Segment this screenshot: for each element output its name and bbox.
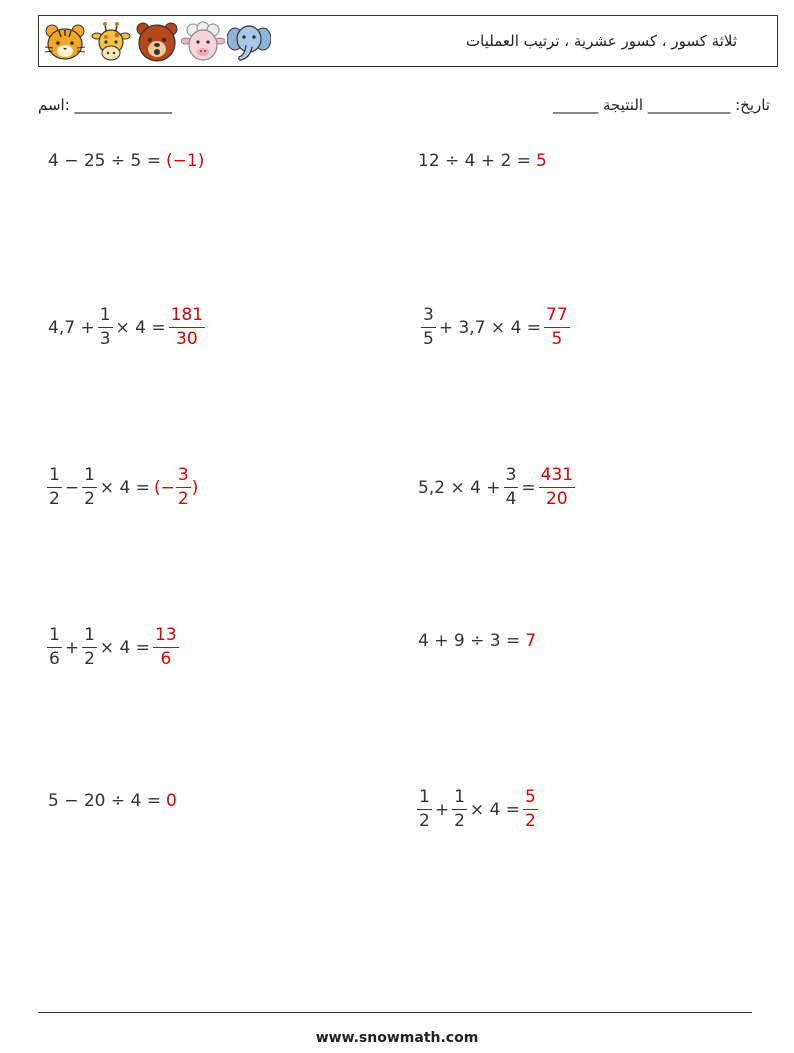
- fraction-denominator: 2: [84, 489, 95, 509]
- answer-denominator: 6: [160, 649, 172, 669]
- footer-divider: [38, 1012, 752, 1013]
- fraction-numerator: 3: [504, 467, 519, 488]
- problem-4: [418, 307, 573, 348]
- problem-8-expression: 4 + 9 ÷ 3 =: [418, 631, 521, 651]
- problem-1-expression: 4 − 25 ÷ 5 =: [48, 151, 162, 171]
- fraction-denominator: 4: [505, 489, 517, 509]
- problem-7-tail: × 4 =: [99, 637, 151, 658]
- fraction-denominator: 2: [419, 811, 430, 831]
- answer-denominator: 2: [177, 489, 189, 509]
- fraction-denominator: 6: [49, 649, 60, 669]
- elephant-icon: [227, 21, 271, 63]
- fraction-numerator: 1: [82, 627, 97, 648]
- problem-3-lead: 4,7 +: [48, 317, 95, 338]
- tiger-icon: [43, 21, 87, 63]
- answer-fraction: [153, 627, 179, 668]
- problem-4-tail: + 3,7 × 4 =: [438, 317, 542, 338]
- fraction-denominator: 2: [454, 811, 465, 831]
- date-result-field-label: تاريخ: ___________ النتيجة ______: [553, 96, 770, 114]
- problem-9-expression: 5 − 20 ÷ 4 =: [48, 791, 162, 811]
- problem-4-answer: [541, 307, 573, 348]
- fraction-denominator: 2: [49, 489, 60, 509]
- problem-7-fraction-2: [82, 627, 97, 668]
- problem-9-answer: 0: [166, 791, 177, 811]
- fraction-numerator: 1: [47, 627, 62, 648]
- problem-5-operator: −: [64, 477, 80, 498]
- problem-3: [48, 307, 208, 348]
- answer-numerator: 181: [169, 307, 205, 328]
- problem-6: [418, 467, 578, 508]
- fraction-numerator: 1: [47, 467, 62, 488]
- problem-5: [44, 467, 198, 508]
- answer-fraction: [523, 789, 538, 830]
- problem-2-expression: 12 ÷ 4 + 2 =: [418, 151, 532, 171]
- answer-close-paren: ): [191, 477, 199, 498]
- answer-fraction: [169, 307, 205, 348]
- problem-2: [418, 151, 547, 171]
- problem-10-tail: × 4 =: [469, 799, 521, 820]
- answer-fraction: [539, 467, 575, 508]
- problem-7-operator: +: [64, 637, 80, 658]
- answer-denominator: 5: [551, 329, 563, 349]
- answer-denominator: 2: [525, 811, 536, 831]
- animal-icons: [43, 21, 271, 63]
- problem-10-fraction-1: [417, 789, 432, 830]
- problem-6-fraction: [504, 467, 519, 508]
- answer-denominator: 30: [176, 329, 198, 349]
- problem-10: [414, 789, 541, 830]
- problem-6-answer: [536, 467, 578, 508]
- fraction-numerator: 1: [452, 789, 467, 810]
- fraction-numerator: 3: [421, 307, 436, 328]
- problem-10-fraction-2: [452, 789, 467, 830]
- answer-fraction: [176, 467, 191, 508]
- problem-6-equals: =: [521, 477, 536, 498]
- fraction-denominator: 2: [84, 649, 95, 669]
- problem-3-answer: [166, 307, 208, 348]
- worksheet-header: [38, 15, 778, 67]
- answer-numerator: 13: [153, 627, 179, 648]
- problem-1-answer: (−1): [166, 151, 205, 171]
- answer-fraction: [544, 307, 570, 348]
- bear-icon: [135, 21, 179, 63]
- problem-4-fraction: [421, 307, 436, 348]
- problem-7: [44, 627, 182, 668]
- problem-10-operator: +: [434, 799, 450, 820]
- problem-2-answer: 5: [536, 151, 547, 171]
- sheep-icon: [181, 21, 225, 63]
- problem-5-fraction-2: [82, 467, 97, 508]
- problem-10-answer: [520, 789, 541, 830]
- problem-5-answer: [154, 467, 198, 508]
- problem-8-answer: 7: [525, 631, 537, 651]
- problem-5-tail: × 4 =: [99, 477, 151, 498]
- answer-denominator: 20: [546, 489, 568, 509]
- footer-website[interactable]: www.snowmath.com: [315, 1030, 479, 1046]
- fraction-denominator: 5: [423, 329, 434, 349]
- fraction-numerator: 1: [82, 467, 97, 488]
- answer-open-paren: (−: [154, 477, 175, 498]
- problem-6-lead: 5,2 × 4 +: [418, 477, 501, 498]
- answer-numerator: 3: [176, 467, 191, 488]
- problem-5-fraction-1: [47, 467, 62, 508]
- answer-numerator: 77: [544, 307, 570, 328]
- giraffe-icon: [89, 21, 133, 63]
- problem-7-answer: [150, 627, 182, 668]
- answer-numerator: 431: [539, 467, 575, 488]
- problem-3-fraction: [98, 307, 113, 348]
- problem-7-fraction-1: [47, 627, 62, 668]
- answer-numerator: 5: [523, 789, 538, 810]
- fraction-numerator: 1: [417, 789, 432, 810]
- problem-9: [48, 791, 177, 811]
- name-field-label: اسم: _____________: [38, 96, 173, 114]
- problem-3-tail: × 4 =: [115, 317, 166, 338]
- fraction-numerator: 1: [98, 307, 113, 328]
- problem-1: [48, 151, 204, 171]
- worksheet-title: ثلاثة كسور ، كسور عشرية ، ترتيب العمليات: [466, 32, 737, 50]
- problem-8: [418, 631, 536, 651]
- fraction-denominator: 3: [99, 329, 111, 349]
